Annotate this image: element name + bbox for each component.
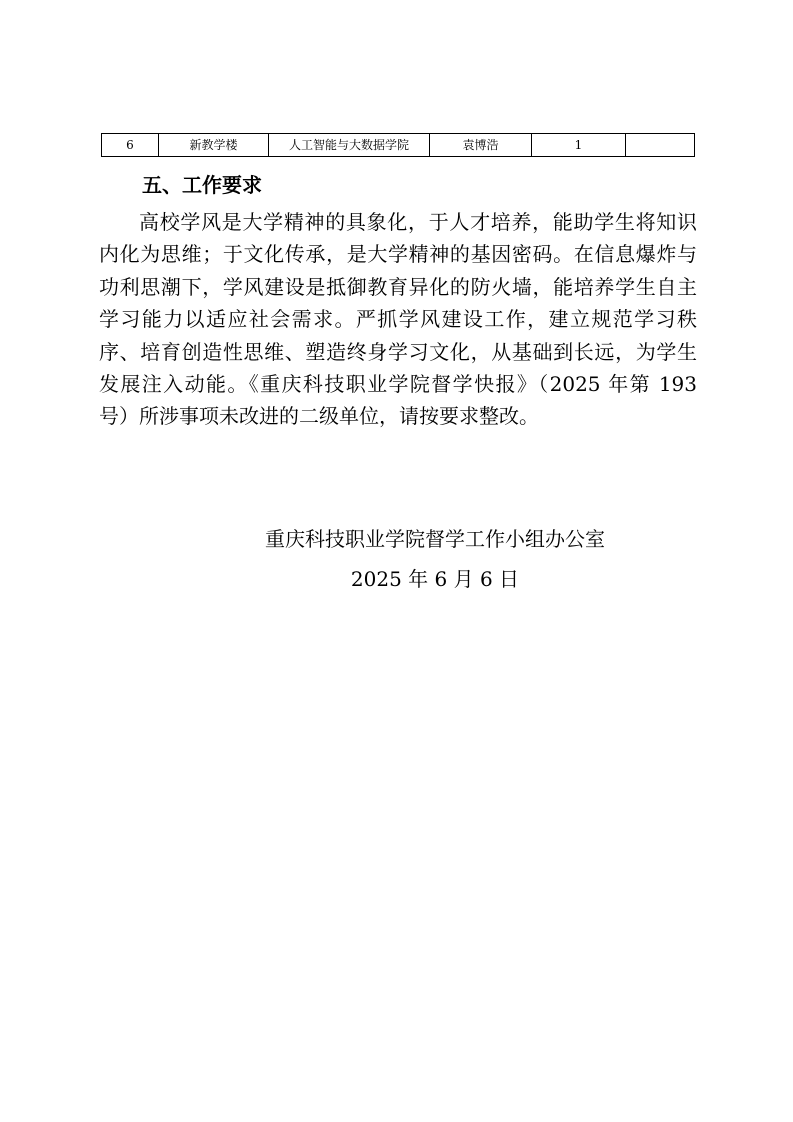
cell-remark	[626, 134, 695, 157]
table-row	[102, 134, 695, 157]
signature-organization: 重庆科技职业学院督学工作小组办公室	[265, 527, 605, 551]
section-heading: 五、工作要求	[142, 173, 262, 197]
cell-index: 6	[102, 134, 159, 157]
cell-count: 1	[532, 134, 626, 157]
cell-college: 人工智能与大数据学院	[269, 134, 430, 157]
section-body-paragraph: 高校学风是大学精神的具象化，于人才培养，能助学生将知识内化为思维；于文化传承，是大学精神的基因密码。在信息爆炸与功利思潮下，学风建设是抵御教育异化的防火墙，能培养学生自主学习能力以适应社会需求。严抓学风建设工作，建立规范学习秩序、培育创造性思维、塑造终身学习文化，从基础到长远，为学生发展注入动能。《重庆科技职业学院督学快报》（2025 年第 193 号）所涉事项未改进的二级单位，请按要求整改。	[99, 210, 697, 429]
cell-location: 新教学楼	[159, 134, 269, 157]
signature-date: 2025 年 6 月 6 日	[350, 567, 520, 591]
cell-person: 袁博浩	[430, 134, 532, 157]
inspection-table	[101, 133, 695, 157]
